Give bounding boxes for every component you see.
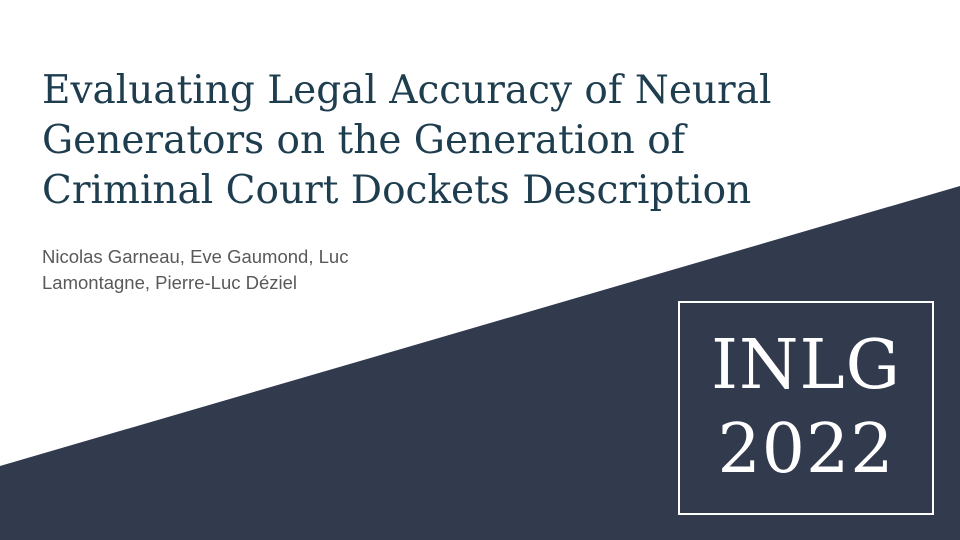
venue-name: INLG (711, 326, 901, 405)
author-line-2: Lamontagne, Pierre-Luc Déziel (42, 272, 298, 293)
title-line-1: Evaluating Legal Accuracy of Neural (42, 68, 772, 113)
title-line-3: Criminal Court Dockets Description (42, 168, 752, 213)
author-list (42, 244, 348, 296)
author-line-1: Nicolas Garneau, Eve Gaumond, Luc (42, 246, 349, 267)
venue-year: 2022 (717, 410, 895, 489)
slide-title (42, 66, 882, 216)
venue-badge (678, 301, 934, 515)
title-line-2: Generators on the Generation of (42, 118, 686, 163)
